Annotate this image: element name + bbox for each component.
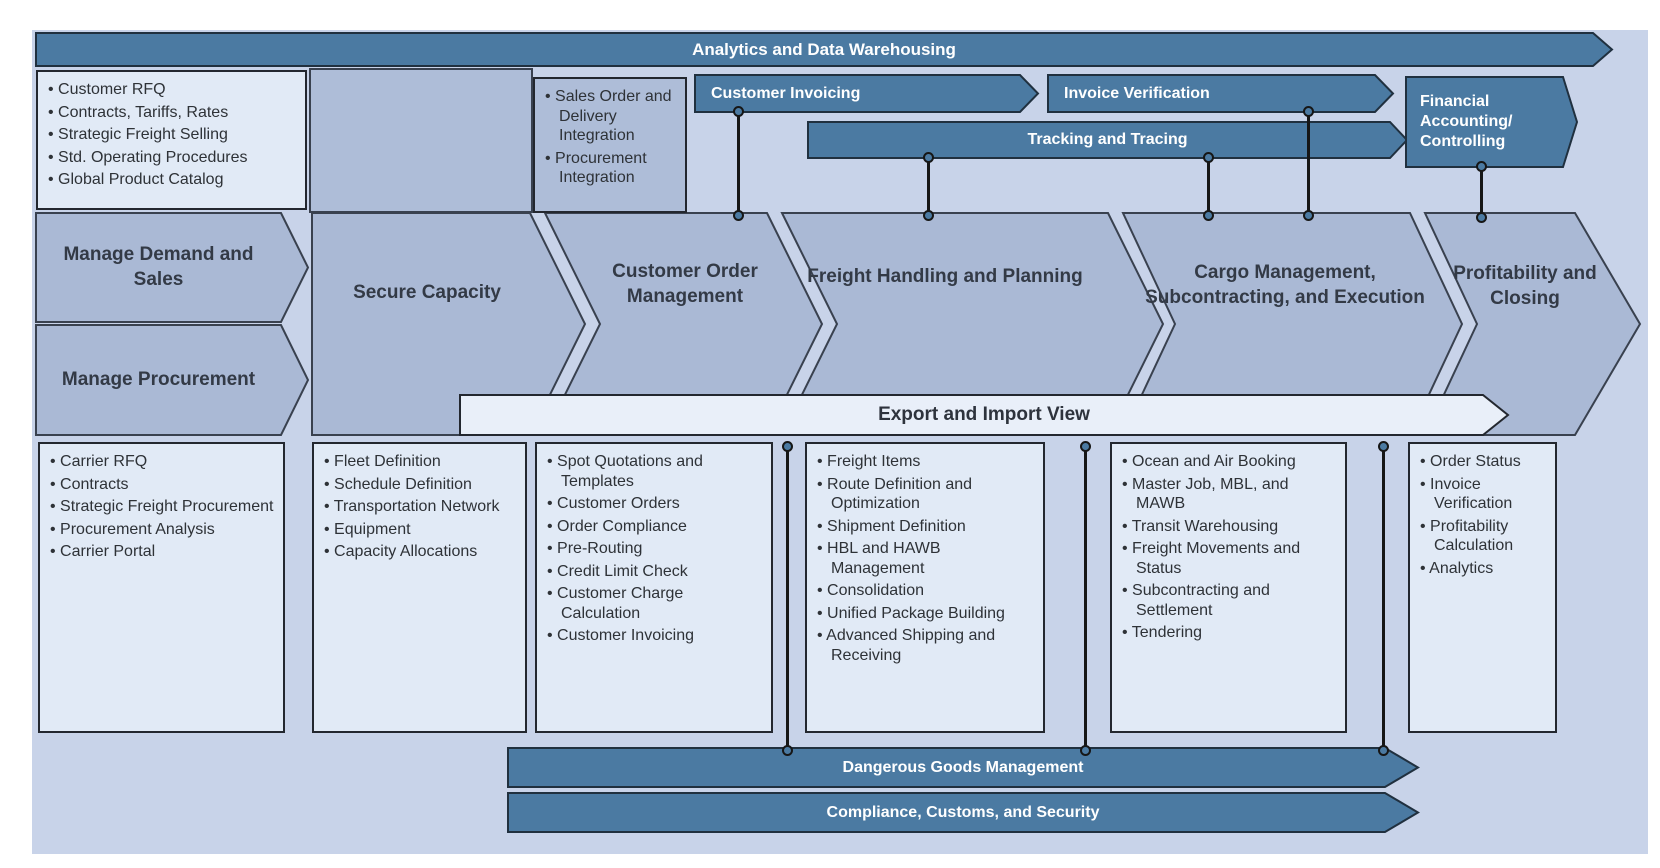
bullet-item: • Carrier RFQ xyxy=(50,452,277,472)
bullet-item: • Order Compliance xyxy=(547,517,765,537)
bullet-item: • Transit Warehousing xyxy=(1122,517,1339,537)
connector-dot xyxy=(1080,441,1091,452)
customer-invoicing-arrow xyxy=(695,75,1038,112)
bullet-item: • Customer Invoicing xyxy=(547,626,765,646)
capacity-details-box xyxy=(312,442,527,733)
bullet-item: • Pre-Routing xyxy=(547,539,765,559)
compliance-customs-security-label: Compliance, Customs, and Security xyxy=(826,803,1100,821)
bullet-item: • Customer Orders xyxy=(547,494,765,514)
connector-dot xyxy=(1476,212,1487,223)
financial-accounting-arrow xyxy=(1406,77,1577,167)
chevron-label-profitability-and-closing: Profitability and Closing xyxy=(1453,263,1597,309)
financial-accounting-label: Financial Accounting/ Controlling xyxy=(1420,93,1513,150)
cargo-execution-details-list xyxy=(1122,452,1339,643)
bullet-item: • Unified Package Building xyxy=(817,604,1037,624)
bullet-item: • Procurement Analysis xyxy=(50,520,277,540)
connector-line xyxy=(927,157,930,215)
connector-dot xyxy=(1303,210,1314,221)
bullet-item: • Carrier Portal xyxy=(50,542,277,562)
demand-sales-info-box xyxy=(36,70,307,210)
bullet-item: • Tendering xyxy=(1122,623,1339,643)
cargo-execution-details-box xyxy=(1110,442,1347,733)
connector-dot xyxy=(782,441,793,452)
bullet-item: • Sales Order and Delivery Integration xyxy=(545,87,679,146)
invoice-verification-arrow xyxy=(1048,75,1393,112)
connector-dot xyxy=(1476,161,1487,172)
connector-line xyxy=(1307,111,1310,215)
freight-handling-details-box xyxy=(805,442,1045,733)
compliance-customs-security-arrow xyxy=(508,793,1418,832)
bullet-item: • Credit Limit Check xyxy=(547,562,765,582)
bullet-item: • Route Definition and Optimization xyxy=(817,475,1037,514)
order-management-details-list xyxy=(547,452,765,646)
chevron-label-freight-handling-and-planning: Freight Handling and Planning xyxy=(807,265,1083,287)
closing-details-box xyxy=(1408,442,1557,733)
dangerous-goods-arrow xyxy=(508,748,1418,787)
bullet-item: • Transportation Network xyxy=(324,497,519,517)
connector-line xyxy=(1084,446,1087,750)
connector-dot xyxy=(782,745,793,756)
chevron-label-manage-demand-and-sales: Manage Demand and Sales xyxy=(63,243,254,290)
connector-dot xyxy=(1203,210,1214,221)
dangerous-goods-label: Dangerous Goods Management xyxy=(842,758,1084,776)
chevron-label-manage-procurement: Manage Procurement xyxy=(61,368,256,390)
connector-dot xyxy=(1080,745,1091,756)
connector-dot xyxy=(923,210,934,221)
connector-line xyxy=(1382,446,1385,750)
analytics-banner-label: Analytics and Data Warehousing xyxy=(692,39,956,59)
export-import-view-arrow xyxy=(460,395,1508,435)
invoice-verification-label: Invoice Verification xyxy=(1064,84,1210,102)
bullet-item: • Invoice Verification xyxy=(1420,475,1549,514)
order-management-details-box xyxy=(535,442,773,733)
bullet-item: • Profitability Calculation xyxy=(1420,517,1549,556)
connector-line xyxy=(737,111,740,215)
bullet-item: • Freight Movements and Status xyxy=(1122,539,1339,578)
integration-info-box xyxy=(533,77,687,213)
bullet-item: • Order Status xyxy=(1420,452,1549,472)
bullet-item: • HBL and HAWB Management xyxy=(817,539,1037,578)
tracking-and-tracing-arrow xyxy=(808,122,1407,158)
procurement-details-box xyxy=(38,442,285,733)
bullet-item: • Strategic Freight Selling xyxy=(48,125,299,145)
freight-handling-details-list xyxy=(817,452,1037,665)
bullet-item: • Contracts xyxy=(50,475,277,495)
chevron-label-secure-capacity: Secure Capacity xyxy=(353,281,501,303)
demand-sales-bullet-list xyxy=(48,80,299,190)
connector-line xyxy=(786,446,789,750)
customer-invoicing-label: Customer Invoicing xyxy=(711,84,861,102)
connector-dot xyxy=(1378,441,1389,452)
analytics-banner-arrow xyxy=(36,33,1612,66)
tracking-and-tracing-label: Tracking and Tracing xyxy=(1027,131,1188,148)
chevron-label-customer-order-management: Customer Order Management xyxy=(612,261,758,307)
bullet-item: • Spot Quotations and Templates xyxy=(547,452,765,491)
bullet-item: • Freight Items xyxy=(817,452,1037,472)
connector-dot xyxy=(1303,106,1314,117)
procurement-details-list xyxy=(50,452,277,562)
bullet-item: • Customer RFQ xyxy=(48,80,299,100)
export-import-view-label: Export and Import View xyxy=(878,404,1090,425)
connector-line xyxy=(1207,157,1210,215)
bullet-item: • Schedule Definition xyxy=(324,475,519,495)
bullet-item: • Advanced Shipping and Receiving xyxy=(817,626,1037,665)
bullet-item: • Procurement Integration xyxy=(545,149,679,188)
bullet-item: • Customer Charge Calculation xyxy=(547,584,765,623)
connector-dot xyxy=(733,210,744,221)
connector-dot xyxy=(1378,745,1389,756)
bullet-item: • Shipment Definition xyxy=(817,517,1037,537)
connector-line xyxy=(1480,166,1483,217)
bullet-item: • Capacity Allocations xyxy=(324,542,519,562)
connector-dot xyxy=(733,106,744,117)
bullet-item: • Std. Operating Procedures xyxy=(48,148,299,168)
closing-details-list xyxy=(1420,452,1549,578)
secure-capacity-filler-panel xyxy=(309,68,533,213)
bullet-item: • Fleet Definition xyxy=(324,452,519,472)
integration-bullet-list xyxy=(545,87,679,188)
bullet-item: • Analytics xyxy=(1420,559,1549,579)
chevron-label-cargo-management: Cargo Management, Subcontracting, and Execution xyxy=(1145,261,1425,308)
bullet-item: • Contracts, Tariffs, Rates xyxy=(48,103,299,123)
bullet-item: • Consolidation xyxy=(817,581,1037,601)
bullet-item: • Strategic Freight Procurement xyxy=(50,497,277,517)
connector-dot xyxy=(1203,152,1214,163)
bullet-item: • Master Job, MBL, and MAWB xyxy=(1122,475,1339,514)
bullet-item: • Subcontracting and Settlement xyxy=(1122,581,1339,620)
bullet-item: • Global Product Catalog xyxy=(48,170,299,190)
bullet-item: • Ocean and Air Booking xyxy=(1122,452,1339,472)
bullet-item: • Equipment xyxy=(324,520,519,540)
connector-dot xyxy=(923,152,934,163)
capacity-details-list xyxy=(324,452,519,562)
